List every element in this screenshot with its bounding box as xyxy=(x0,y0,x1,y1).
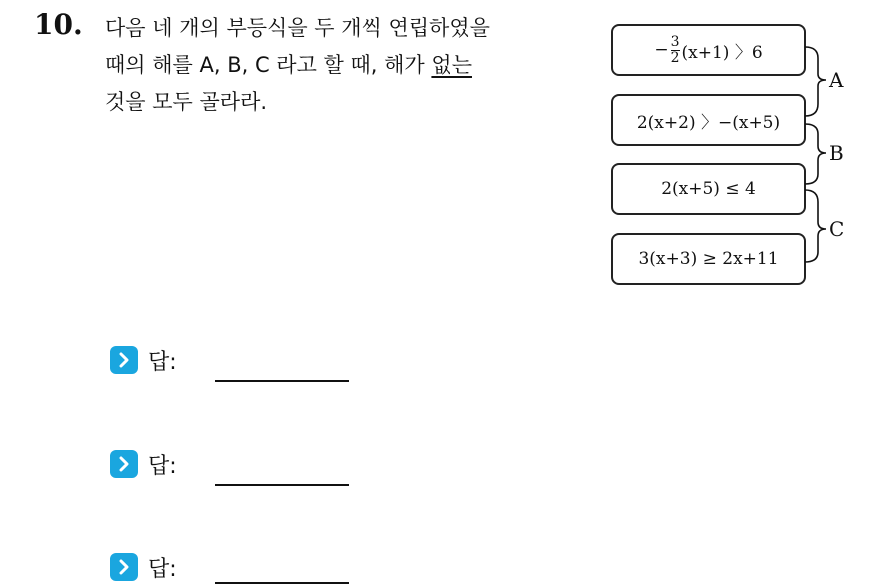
underlined-word: 없는 xyxy=(431,53,472,77)
inequality-1-sign: − xyxy=(654,40,669,60)
fraction xyxy=(671,35,680,66)
answer-label: 답: xyxy=(148,453,177,479)
inequality-box-3 xyxy=(611,163,806,215)
brace-b xyxy=(805,124,826,184)
inequality-box-4 xyxy=(611,233,806,285)
answer-blank-3[interactable] xyxy=(215,582,349,584)
question-line-2-text: 때의 해를 A, B, C 라고 할 때, 해가 xyxy=(105,53,432,77)
question-number: 10. xyxy=(34,8,83,41)
answer-label: 답: xyxy=(148,349,177,375)
answer-row-2 xyxy=(110,444,177,484)
brace-label-b: B xyxy=(829,141,844,165)
answer-blank-1[interactable] xyxy=(215,380,349,382)
inequality-3: 2(x+5) ≤ 4 xyxy=(661,179,756,199)
fraction-denominator: 2 xyxy=(670,49,680,66)
answer-row-1 xyxy=(110,340,177,380)
brace-label-a: A xyxy=(829,68,844,92)
brace-a xyxy=(805,47,826,116)
inequality-1-rest: (x+1) 〉6 xyxy=(681,42,763,63)
inequality-2: 2(x+2) 〉−(x+5) xyxy=(636,112,781,133)
brace-label-c: C xyxy=(829,217,845,241)
brace-c xyxy=(805,190,826,262)
question-line-3: 것을 모두 골라라. xyxy=(105,90,268,114)
inequality-box-2 xyxy=(611,94,806,146)
question-line-1: 다음 네 개의 부등식을 두 개씩 연립하였을 xyxy=(105,16,490,40)
inequality-box-1 xyxy=(611,24,806,76)
question-line-2 xyxy=(105,47,585,84)
chevron-right-icon xyxy=(110,450,138,478)
fraction-numerator: 3 xyxy=(670,33,680,50)
question-text xyxy=(105,10,585,121)
inequality-4: 3(x+3) ≥ 2x+11 xyxy=(638,249,779,269)
answer-row-3 xyxy=(110,547,177,587)
answer-blank-2[interactable] xyxy=(215,484,349,486)
chevron-right-icon xyxy=(110,553,138,581)
answer-label: 답: xyxy=(148,556,177,582)
chevron-right-icon xyxy=(110,346,138,374)
